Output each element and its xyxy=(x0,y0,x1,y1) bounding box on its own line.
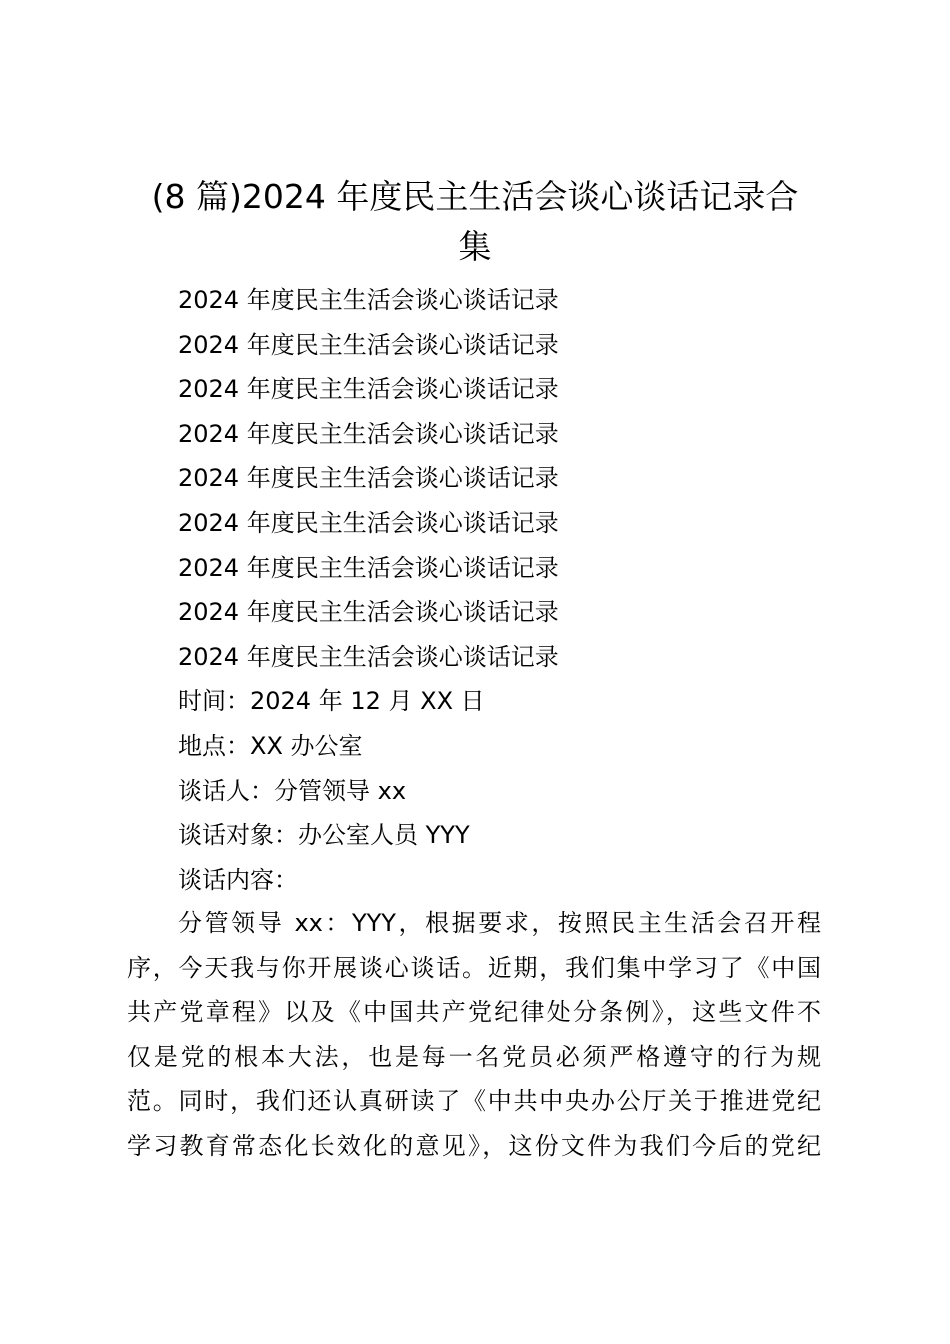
body-line: 学习教育常态化长效化的意见》，这份文件为我们今后的党纪 xyxy=(127,1131,821,1160)
document-title xyxy=(120,172,830,272)
toc-item: 2024 年度民主生活会谈心谈话记录 xyxy=(178,553,559,582)
toc-item: 2024 年度民主生活会谈心谈话记录 xyxy=(178,642,559,671)
meta-speaker: 谈话人：分管领导 xx xyxy=(178,776,407,805)
toc-item: 2024 年度民主生活会谈心谈话记录 xyxy=(178,330,559,359)
meta-place: 地点：XX 办公室 xyxy=(178,731,363,760)
interview-body xyxy=(127,901,821,1169)
toc-item: 2024 年度民主生活会谈心谈话记录 xyxy=(178,508,559,537)
toc-item: 2024 年度民主生活会谈心谈话记录 xyxy=(178,419,559,448)
body-line: 共产党章程》以及《中国共产党纪律处分条例》，这些文件不 xyxy=(127,998,821,1027)
document-title-line-2: 集 xyxy=(458,227,492,266)
table-of-contents xyxy=(178,278,559,679)
meta-target: 谈话对象：办公室人员 YYY xyxy=(178,821,470,850)
toc-item: 2024 年度民主生活会谈心谈话记录 xyxy=(178,598,559,627)
document-title-line-1: (8 篇)2024 年度民主生活会谈心谈话记录合 xyxy=(151,177,799,216)
body-line: 分管领导 xx：YYY，根据要求，按照民主生活会召开程 xyxy=(178,909,821,937)
meta-content-label: 谈话内容： xyxy=(178,866,298,895)
interview-meta xyxy=(178,679,485,903)
toc-item: 2024 年度民主生活会谈心谈话记录 xyxy=(178,375,559,404)
toc-item: 2024 年度民主生活会谈心谈话记录 xyxy=(178,286,559,314)
toc-item: 2024 年度民主生活会谈心谈话记录 xyxy=(178,464,559,493)
body-line: 仅是党的根本大法，也是每一名党员必须严格遵守的行为规 xyxy=(127,1042,821,1071)
body-line: 序，今天我与你开展谈心谈话。近期，我们集中学习了《中国 xyxy=(127,953,821,982)
meta-time: 时间：2024 年 12 月 XX 日 xyxy=(178,687,485,715)
body-line: 范。同时，我们还认真研读了《中共中央办公厅关于推进党纪 xyxy=(127,1087,821,1116)
